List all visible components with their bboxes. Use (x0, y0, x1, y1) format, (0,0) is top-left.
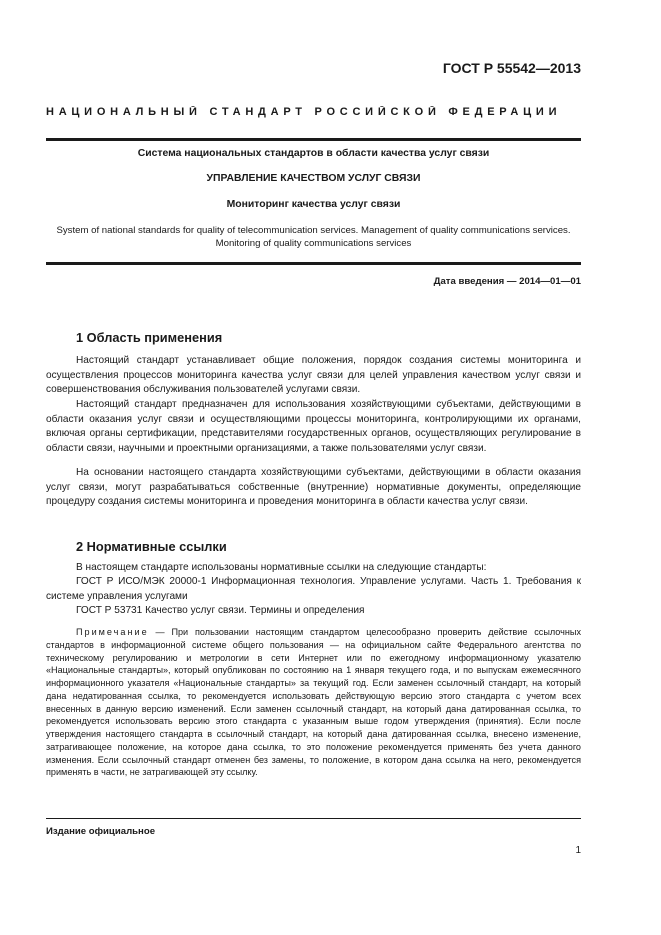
standard-series-title: Система национальных стандартов в области качества услуг связи (137, 148, 490, 159)
section-1-heading: 1 Область применения (76, 330, 223, 345)
english-title-line-2: Monitoring of quality communications services (215, 237, 412, 249)
page-number: 1 (575, 845, 581, 856)
standard-subtitle: Мониторинг качества услуг связи (226, 199, 401, 210)
footer-divider (46, 818, 581, 819)
national-standard-banner: НАЦИОНАЛЬНЫЙ СТАНДАРТ РОССИЙСКОЙ ФЕДЕРАЦИИ (46, 106, 562, 118)
official-edition-label: Издание официальное (46, 826, 156, 837)
section-2-heading: 2 Нормативные ссылки (76, 539, 227, 554)
section-1-paragraph-2: Настоящий стандарт предназначен для использования хозяйствующими субъектами, действующими в области оказания услуг связи и осуществляющими процессы мониторинга, контролирующими их органами, включая органы сертификации, представителями государственных органов, осуществляющих регулирование в области связи, научными и проектными организациями, а также пользователями услуг связи. (46, 399, 581, 454)
section-1-paragraph-1: Настоящий стандарт устанавливает общие положения, порядок создания системы мониторинга и осуществления процессов мониторинга качества услуг связи для целей управления качеством услуг связи и совершенствования обслуживания пользователей услугами связи. (46, 355, 581, 396)
document-number: ГОСТ Р 55542—2013 (442, 60, 581, 76)
top-divider (46, 138, 581, 141)
section-1-paragraph-3: На основании настоящего стандарта хозяйствующими субъектами, действующими в области оказания услуг связи, могут разрабатываться собственные (внутренние) нормативные документы, определяющие процедуру создания системы мониторинга и проведения мониторинга в области качества услуг связи. (46, 467, 581, 508)
title-divider (46, 262, 581, 265)
introduction-date: Дата введения — 2014—01—01 (433, 276, 581, 287)
reference-note (46, 626, 581, 779)
section-2-intro: В настоящем стандарте использованы нормативные ссылки на следующие стандарты: (76, 562, 487, 573)
english-title-line-1: System of national standards for quality of telecommunication services. Management of quality communications services. (56, 225, 571, 236)
standard-main-title: УПРАВЛЕНИЕ КАЧЕСТВОМ УСЛУГ СВЯЗИ (206, 173, 421, 184)
normative-reference-2: ГОСТ Р 53731 Качество услуг связи. Термины и определения (76, 605, 365, 616)
note-text: — При пользовании настоящим стандартом целесообразно проверить действие ссылочных стандартов в информационной системе общего пользования — на официальном сайте Федерального агентства по техническому регулированию и метрологии в сети Интернет или по ежегодному информационному указателю «Национальные стандарты», который опубликован по состоянию на 1 января текущего года, и по выпускам ежемесячного информационного указателя «Национальные стандарты» за текущий год. Если заменен ссылочный стандарт, на который дана недатированная ссылка, то рекомендуется использовать действующую версию этого стандарта с учетом всех внесенных в данную версию изменений. Если заменен ссылочный стандарт, на который дана датированная ссылка, то рекомендуется использовать версию этого стандарта с указанным выше годом утверждения (принятия). Если после утверждения настоящего стандарта в ссылочный стандарт, на который дана датированная ссылка, внесено изменение, затрагивающее положение, на которое дана ссылка, то это положение рекомендуется применять без учета данного изменения. Если ссылочный стандарт отменен без замены, то положение, в котором дана ссылка на него, рекомендуется применять в части, не затрагивающей эту ссылку. (46, 627, 581, 778)
note-label: Примечание (76, 627, 149, 637)
normative-reference-1: ГОСТ Р ИСО/МЭК 20000-1 Информационная технология. Управление услугами. Часть 1. Требования к системе управления услугами (46, 576, 581, 602)
english-title (46, 225, 581, 250)
